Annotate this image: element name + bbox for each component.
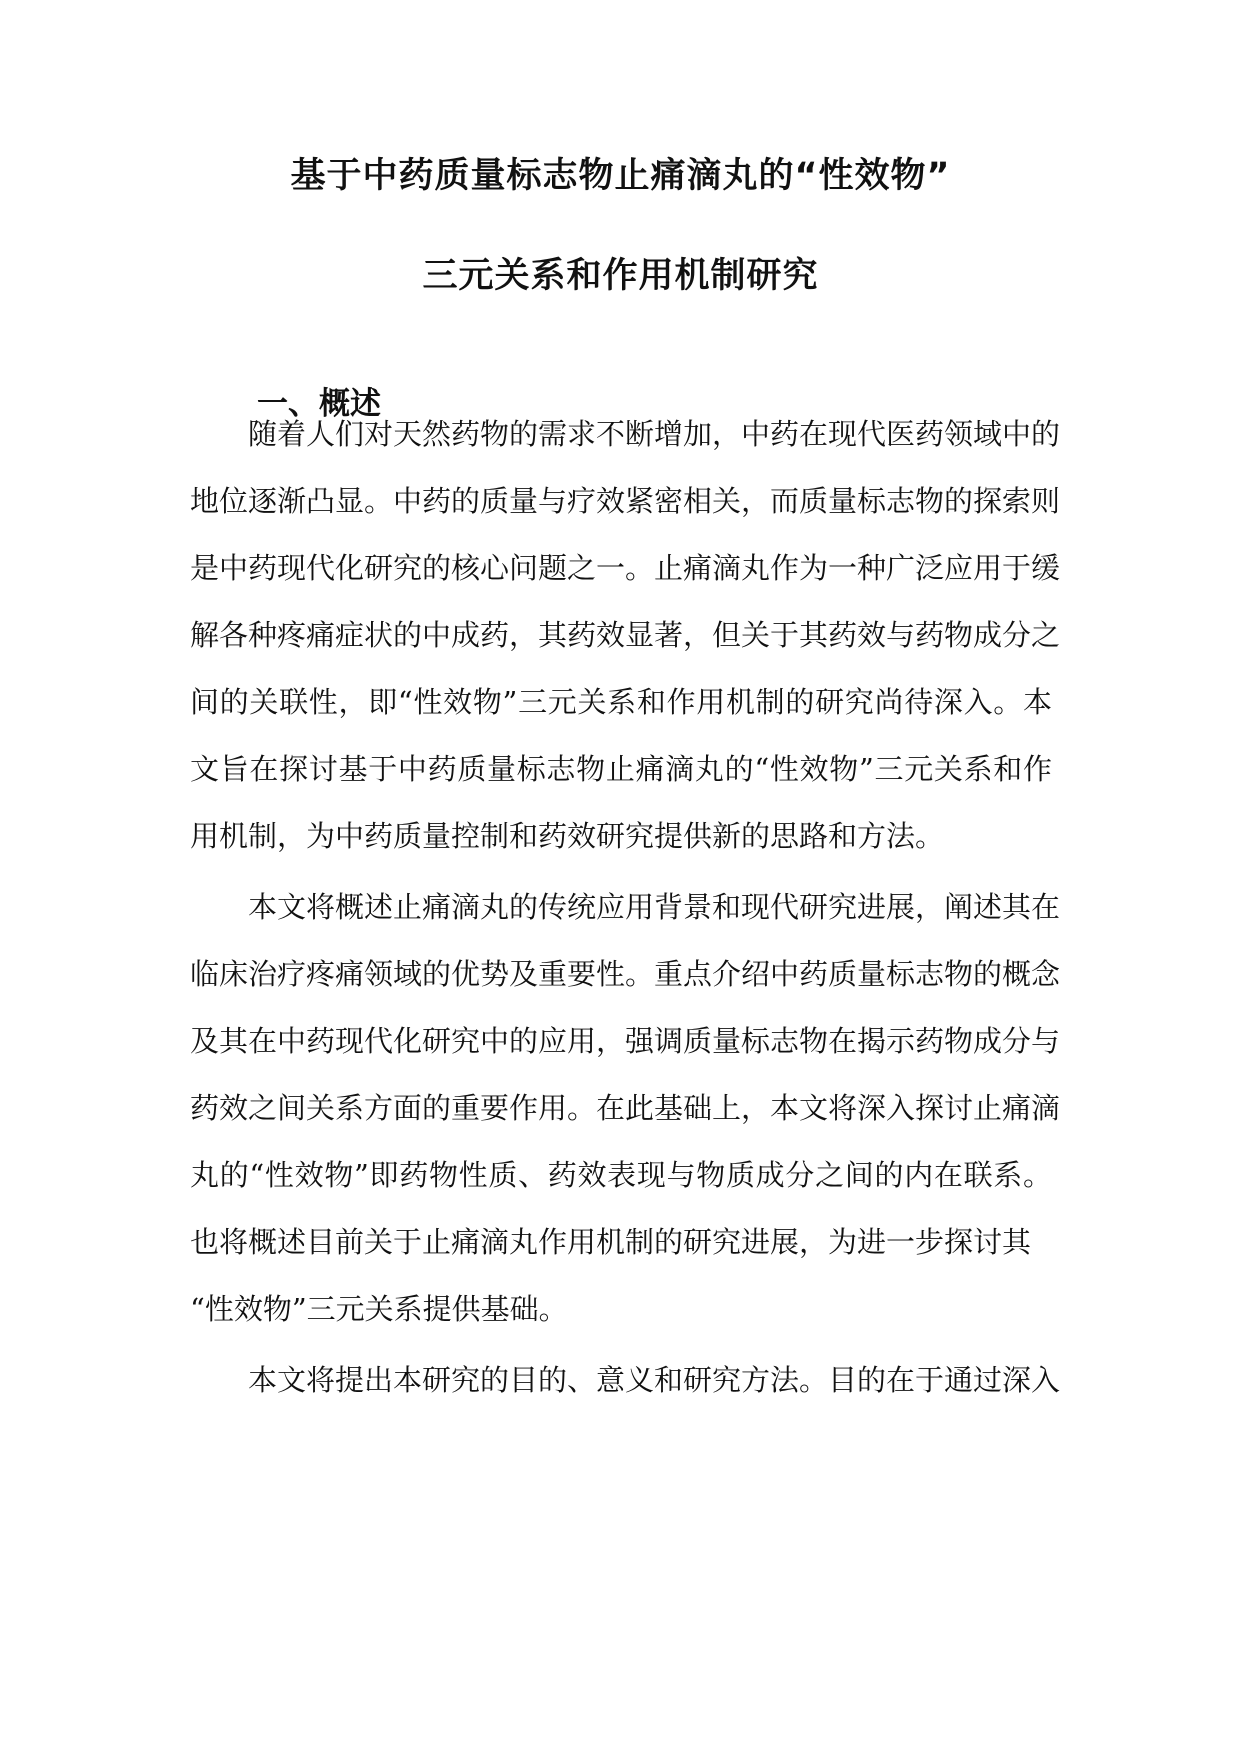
paragraph-2-line-4: 药效之间关系方面的重要作用。在此基础上，本文将深入探讨止痛滴 bbox=[190, 1091, 1061, 1125]
paragraph-2-line-3: 及其在中药现代化研究中的应用，强调质量标志物在揭示药物成分与 bbox=[190, 1024, 1061, 1058]
paragraph-2-line-7: “性效物”三元关系提供基础。 bbox=[190, 1292, 568, 1326]
paragraph-2-line-6: 也将概述目前关于止痛滴丸作用机制的研究进展，为进一步探讨其 bbox=[190, 1225, 1032, 1259]
paragraph-2-line-2: 临床治疗疼痛领域的优势及重要性。重点介绍中药质量标志物的概念 bbox=[190, 957, 1061, 991]
paragraph-1-line-6: 文旨在探讨基于中药质量标志物止痛滴丸的“性效物”三元关系和作 bbox=[190, 752, 1052, 786]
paragraph-3-line-1: 本文将提出本研究的目的、意义和研究方法。目的在于通过深入 bbox=[248, 1363, 1061, 1397]
section-heading: 一、概述 bbox=[257, 386, 381, 422]
paragraph-2-line-1: 本文将概述止痛滴丸的传统应用背景和现代研究进展，阐述其在 bbox=[248, 890, 1061, 924]
paragraph-1-line-4: 解各种疼痛症状的中成药，其药效显著，但关于其药效与药物成分之 bbox=[190, 618, 1061, 652]
paragraph-1-line-7: 用机制，为中药质量控制和药效研究提供新的思路和方法。 bbox=[190, 819, 945, 853]
document-title-line-1: 基于中药质量标志物止痛滴丸的“性效物” bbox=[290, 156, 951, 196]
paragraph-1-line-1: 随着人们对天然药物的需求不断增加，中药在现代医药领域中的 bbox=[248, 417, 1061, 451]
paragraph-1-line-5: 间的关联性，即“性效物”三元关系和作用机制的研究尚待深入。本 bbox=[190, 685, 1052, 719]
paragraph-1-line-2: 地位逐渐凸显。中药的质量与疗效紧密相关，而质量标志物的探索则 bbox=[190, 484, 1061, 518]
paragraph-1-line-3: 是中药现代化研究的核心问题之一。止痛滴丸作为一种广泛应用于缓 bbox=[190, 551, 1061, 585]
document-title-line-2: 三元关系和作用机制研究 bbox=[422, 256, 819, 296]
paragraph-2-line-5: 丸的“性效物”即药物性质、药效表现与物质成分之间的内在联系。 bbox=[190, 1158, 1052, 1192]
